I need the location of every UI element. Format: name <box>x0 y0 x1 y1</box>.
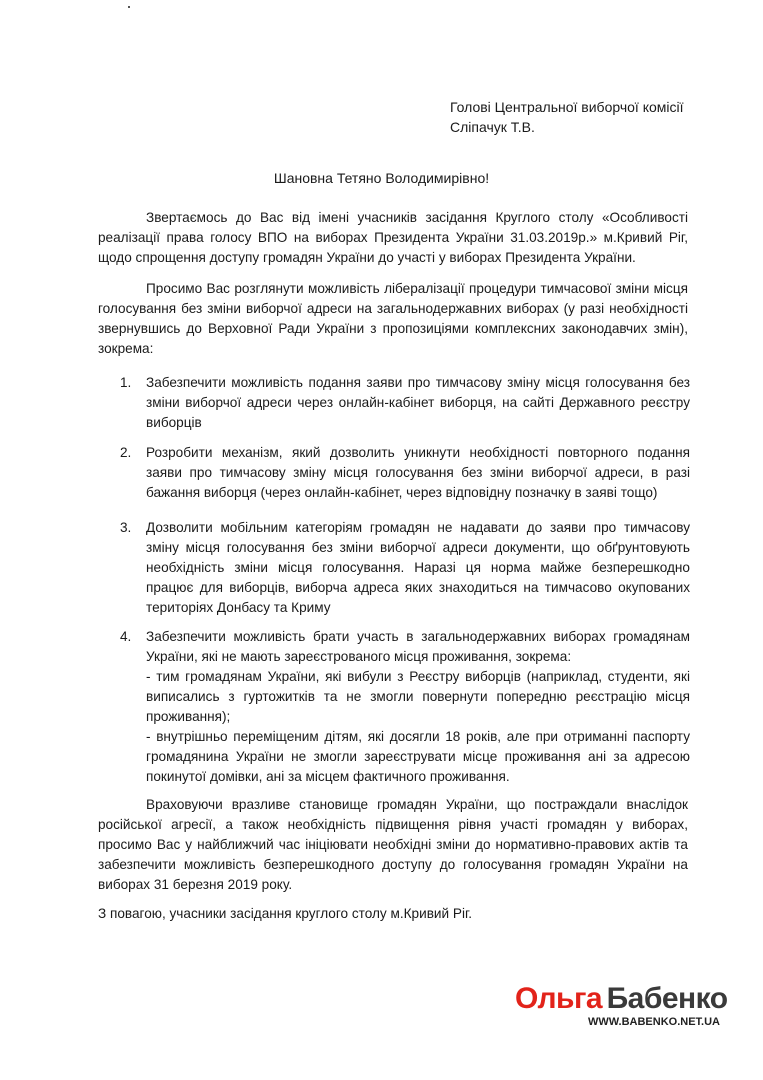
intro-paragraph <box>98 208 688 268</box>
list-item-4 <box>120 627 690 787</box>
list-item-text: Дозволити мобільним категоріям громадян не надавати до заяви про тимчасову зміну місця голосування без зміни виборчої адреси документи, що обґрунтовують необхідність зміни місця голосування. Наразі ця норма майже безперешкодно працює для виборців, виборча адреса яких знаходиться на тимчасово окупованих територіях Донбасу та Криму <box>146 520 690 615</box>
list-item-3 <box>120 518 690 618</box>
list-item-text: Забезпечити можливість подання заяви про тимчасову зміну місця голосування без зміни виборчої адреси через онлайн-кабінет виборця, на сайті Державного реєстру виборців <box>146 375 690 430</box>
list-subitem-1: - тим громадянам України, які вибули з Реєстру виборців (наприклад, студенти, які виписались з гуртожитків та не змогли повернути попередню реєстрацію місця проживання); <box>146 669 690 724</box>
addressee-line2: Сліпачук Т.В. <box>450 119 535 135</box>
closing-text: Враховуючи вразливе становище громадян України, що постраждали внаслідок російської агресії, а також необхідність підвищення рівня участі громадян у виборах, просимо Вас у найближчий час ініціювати необхідні зміни до нормативно-правових актів та забезпечити можливість безперешкодного доступу до голосування громадян України на виборах 31 березня 2019 року. <box>98 797 688 892</box>
list-item-text: Забезпечити можливість брати участь в загальнодержавних виборах громадянам України, які не мають зареєстрованого місця проживання, зокрема: <box>146 629 690 664</box>
list-number: 4. <box>120 629 132 644</box>
signoff: З повагою, учасники засідання круглого столу м.Кривий Ріг. <box>98 906 473 921</box>
brand-logo <box>515 982 728 1016</box>
request-paragraph <box>98 279 688 359</box>
logo-url: WWW.BABENKO.NET.UA <box>588 1016 720 1028</box>
list-item-2 <box>120 443 690 503</box>
addressee-line1: Голові Центральної виборчої комісії <box>450 99 684 115</box>
list-item-1 <box>120 373 690 433</box>
list-item-text: Розробити механізм, який дозволить уникнути необхідності повторного подання заяви про тимчасову зміну місця голосування без зміни виборчої адреси, в разі бажання виборця (через онлайн-кабінет, через відповідну позначку в заяві тощо) <box>146 445 690 500</box>
request-text: Просимо Вас розглянути можливість лібералізації процедури тимчасової зміни місця голосування без зміни виборчої адреси на загальнодержавних виборах (у разі необхідності звернувшись до Верховної Ради України з пропозиціями комплексних законодавчих змін), зокрема: <box>98 281 688 356</box>
logo-first-name: Ольга <box>515 982 603 1015</box>
list-item-body <box>146 627 690 787</box>
list-number: 1. <box>120 375 132 390</box>
list-subitem-2: - внутрішньо переміщеним дітям, які досягли 18 років, але при отриманні паспорту громадянина України не змогли зареєструвати місце проживання ані за адресою покинутої домівки, ані за місцем фактичного проживання. <box>146 729 690 784</box>
closing-paragraph <box>98 795 688 895</box>
scan-speck <box>128 6 130 8</box>
greeting: Шановна Тетяно Володимирівно! <box>273 170 490 186</box>
intro-text: Звертаємось до Вас від імені учасників засідання Круглого столу «Особливості реалізації права голосу ВПО на виборах Президента України 31.03.2019р.» м.Кривий Ріг, щодо спрощення доступу громадян України до участі у виборах Президента України. <box>98 210 688 265</box>
logo-last-name: Бабенко <box>606 982 728 1015</box>
addressee-block <box>450 97 684 137</box>
list-number: 2. <box>120 445 132 460</box>
list-number: 3. <box>120 520 132 535</box>
